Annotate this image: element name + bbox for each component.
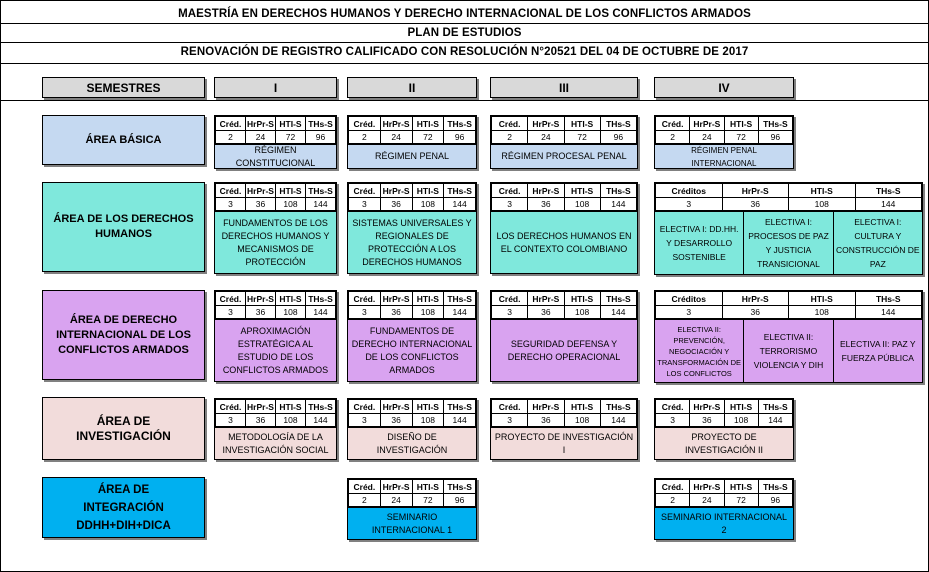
val-hti: 108 [412,414,444,427]
val-hti: 108 [564,306,600,319]
val-hti: 72 [564,131,600,144]
val-hrpr: 36 [528,414,564,427]
col-cred: Créd. [656,400,690,414]
val-cred: 3 [492,414,528,427]
val-ths: 96 [758,131,792,144]
course-regimen-procesal-penal [490,115,638,169]
area-integracion-label: ÁREA DE INTEGRACIÓN DDHH+DIH+DICA [42,477,205,538]
registration-renewal: RENOVACIÓN DE REGISTRO CALIFICADO CON RESOLUCIÓN N°20521 DEL 04 DE OCTUBRE DE 2017 [180,46,749,58]
val-hrpr: 36 [380,306,412,319]
course-hours-table [215,399,336,427]
col-hti: HTI-S [412,117,444,131]
course-name: FUNDAMENTOS DE LOS DERECHOS HUMANOS Y MECANISMOS DE PROTECCIÓN [215,211,336,273]
course-name: SEMINARIO INTERNACIONAL 2 [655,507,793,539]
col-hti: HTI-S [789,292,856,306]
course-sistemas-universales [347,182,477,274]
col-ths: THs-S [600,292,636,306]
area-ddhh-label: ÁREA DE LOS DERECHOS HUMANOS [42,182,205,272]
val-cred: 3 [349,306,381,319]
col-ths: THs-S [444,117,476,131]
col-cred: Créd. [349,400,381,414]
col-cred: Créd. [349,184,381,198]
val-hrpr: 36 [246,306,276,319]
course-seguridad-defensa [490,290,638,382]
val-cred: 2 [216,131,246,144]
col-ths: THs-S [758,480,792,494]
col-cred: Créd. [349,292,381,306]
col-ths: THs-S [444,184,476,198]
val-hti: 108 [724,414,758,427]
val-ths: 144 [306,198,336,211]
area-dih-label: ÁREA DE DERECHO INTERNACIONAL DE LOS CONFLICTOS ARMADOS [42,290,205,380]
val-cred: 2 [492,131,528,144]
col-cred: Créd. [216,400,246,414]
val-hti: 108 [789,198,856,211]
val-hti: 72 [412,494,444,507]
col-hrpr: HrPr-S [380,400,412,414]
col-hrpr: HrPr-S [690,480,724,494]
semester-2-header: II [347,77,477,98]
col-hti: HTI-S [412,400,444,414]
col-cred: Créd. [656,117,690,131]
val-cred: 3 [492,306,528,319]
col-ths: THs-S [855,184,922,198]
val-cred: 2 [349,494,381,507]
val-cred: 3 [349,198,381,211]
course-fundamentos-ddhh [214,182,337,274]
col-hrpr: HrPr-S [247,185,274,196]
val-hrpr: 36 [690,414,724,427]
course-hours-table [348,479,476,507]
semesters-header: SEMESTRES [42,77,205,98]
col-hrpr: HrPr-S [722,184,789,198]
col-hti: HTI-S [412,184,444,198]
semester-4-header: IV [654,77,794,98]
col-hti: HTI-S [276,292,306,306]
col-hti: HTI-S [724,117,758,131]
col-ths: THs-S [600,400,636,414]
electives-row [655,211,922,274]
val-ths: 144 [306,414,336,427]
col-hrpr: HrPr-S [380,292,412,306]
course-aproximacion-estrategica [214,290,337,382]
col-hti: HTI-S [564,117,600,131]
col-hrpr: HrPr-S [247,293,274,304]
course-name: SEMINARIO INTERNACIONAL 1 [348,507,476,539]
val-ths: 144 [306,306,336,319]
course-metodologia-investigacion [214,398,337,460]
val-hti: 108 [412,306,444,319]
course-diseno-investigacion [347,398,477,460]
header-divider [1,42,928,43]
col-ths: THs-S [758,117,792,131]
semester-1-header: I [214,77,337,98]
col-cred: Créd. [349,480,381,494]
course-regimen-penal-internacional [654,115,794,169]
elective-terrorismo-violencia: ELECTIVA II: TERRORISMO VIOLENCIA Y DIH [743,320,832,382]
course-name: METODOLOGÍA DE LA INVESTIGACIÓN SOCIAL [215,427,336,459]
program-title: MAESTRÍA EN DERECHOS HUMANOS Y DERECHO INTERNACIONAL DE LOS CONFLICTOS ARMADOS [178,8,751,20]
val-cred: 3 [216,198,246,211]
elective-paz-fuerza-publica: ELECTIVA II: PAZ Y FUERZA PÚBLICA [833,320,922,382]
col-hti: HTI-S [412,292,444,306]
course-name: PROYECTO DE INVESTIGACIÓN II [655,427,793,459]
course-seminario-internacional-1 [347,478,477,540]
val-cred: 3 [656,414,690,427]
col-cred: Créd. [492,117,528,131]
val-hrpr: 36 [246,414,276,427]
elective-procesos-de-paz: ELECTIVA I: PROCESOS DE PAZ Y JUSTICIA TRANSICIONAL [743,212,832,274]
val-ths: 96 [444,494,476,507]
val-ths: 144 [600,198,636,211]
course-hours-table [491,399,637,427]
val-ths: 144 [444,414,476,427]
col-hrpr: HrPr-S [528,117,564,131]
col-hti: HTI-S [276,400,306,414]
val-ths: 144 [444,198,476,211]
course-ddhh-contexto-colombiano [490,182,638,274]
course-name: APROXIMACIÓN ESTRATÉGICA AL ESTUDIO DE LOS CONFLICTOS ARMADOS [215,319,336,381]
col-hrpr: HrPr-S [247,118,274,129]
course-proyecto-investigacion-1 [490,398,638,460]
course-hours-table [215,291,336,319]
val-hrpr: 36 [380,414,412,427]
col-hti: HTI-S [412,480,444,494]
col-ths: THs-S [306,117,336,131]
course-hours-table [348,399,476,427]
course-hours-table [655,399,793,427]
val-hrpr: 24 [380,494,412,507]
col-ths: THs-S [444,480,476,494]
val-ths: 144 [855,306,922,319]
val-cred: 3 [216,306,246,319]
area-investigacion-label: ÁREA DE INVESTIGACIÓN [42,397,205,460]
col-hrpr: HrPr-S [528,184,564,198]
course-name: DISEÑO DE INVESTIGACIÓN [348,427,476,459]
val-hti: 108 [564,414,600,427]
val-hrpr: 24 [528,131,564,144]
col-ths: THs-S [444,400,476,414]
col-hti: HTI-S [724,480,758,494]
val-hti: 108 [276,414,306,427]
val-ths: 96 [306,131,336,144]
course-fundamentos-dica [347,290,477,382]
col-hrpr: HrPr-S [690,117,724,131]
val-hti: 108 [276,306,306,319]
course-name: RÉGIMEN PROCESAL PENAL [491,144,637,168]
val-ths: 144 [855,198,922,211]
course-hours-table [655,183,922,211]
semester-divider [1,100,928,101]
col-cred: Créd. [492,400,528,414]
val-cred: 3 [656,306,723,319]
val-ths: 96 [758,494,792,507]
col-hrpr: HrPr-S [380,184,412,198]
col-hrpr: HrPr-S [722,292,789,306]
val-ths: 144 [600,414,636,427]
col-hrpr: HrPr-S [690,400,724,414]
col-ths: THs-S [306,400,336,414]
val-hti: 72 [724,131,758,144]
col-cred: Créd. [216,184,246,198]
col-cred: Créditos [656,184,723,198]
course-name: SEGURIDAD DEFENSA Y DERECHO OPERACIONAL [491,319,637,381]
col-cred: Créd. [349,117,381,131]
header-divider [1,23,928,24]
val-hrpr: 24 [690,131,724,144]
col-hrpr: HrPr-S [528,292,564,306]
course-proyecto-investigacion-2 [654,398,794,460]
elective-prevencion-negociacion: ELECTIVA II: PREVENCIÓN, NEGOCIACIÓN Y TRANSFORMACIÓN DE LOS CONFLICTOS [657,324,742,378]
col-ths: THs-S [444,292,476,306]
val-cred: 2 [656,131,690,144]
col-cred: Créd. [492,184,528,198]
course-name: PROYECTO DE INVESTIGACIÓN I [491,427,637,459]
val-hrpr: 24 [380,131,412,144]
course-regimen-penal [347,115,477,169]
course-hours-table [348,291,476,319]
course-hours-table [655,291,922,319]
course-hours-table [348,116,476,144]
course-hours-table [655,479,793,507]
val-hrpr: 36 [528,198,564,211]
val-hrpr: 36 [722,198,789,211]
val-hrpr: 24 [690,494,724,507]
col-hti: HTI-S [564,292,600,306]
val-hti: 72 [276,131,306,144]
col-hti: HTI-S [789,184,856,198]
course-electiva-ii-group [654,290,923,383]
electives-row [655,319,922,382]
course-name: FUNDAMENTOS DE DERECHO INTERNACIONAL DE LOS CONFLICTOS ARMADOS [348,319,476,381]
course-electiva-i-group [654,182,923,275]
col-ths: THs-S [758,400,792,414]
col-hrpr: HrPr-S [380,480,412,494]
course-seminario-internacional-2 [654,478,794,540]
col-hti: HTI-S [564,400,600,414]
val-cred: 2 [349,131,381,144]
course-hours-table [215,116,336,144]
val-hrpr: 24 [246,131,276,144]
semester-3-header: III [490,77,638,98]
val-hti: 72 [412,131,444,144]
val-hti: 108 [789,306,856,319]
val-hrpr: 36 [380,198,412,211]
col-cred: Créditos [656,292,723,306]
col-ths: THs-S [600,117,636,131]
col-hrpr: HrPr-S [380,117,412,131]
course-name: SISTEMAS UNIVERSALES Y REGIONALES DE PROTECCIÓN A LOS DERECHOS HUMANOS [348,211,476,273]
col-hrpr: HrPr-S [247,401,274,412]
col-cred: Créd. [216,117,246,131]
elective-cultura-construccion-paz: ELECTIVA I: CULTURA Y CONSTRUCCIÓN DE PAZ [833,212,922,274]
val-cred: 3 [492,198,528,211]
course-name: RÉGIMEN CONSTITUCIONAL [215,144,336,168]
col-hti: HTI-S [276,117,306,131]
val-ths: 144 [600,306,636,319]
course-hours-table [215,183,336,211]
col-cred: Créd. [492,292,528,306]
course-name: RÉGIMEN PENAL [348,144,476,168]
course-hours-table [491,116,637,144]
val-hrpr: 36 [246,198,276,211]
val-hti: 108 [412,198,444,211]
header-divider [1,63,928,64]
col-ths: THs-S [306,292,336,306]
course-name: LOS DERECHOS HUMANOS EN EL CONTEXTO COLOMBIANO [491,211,637,273]
val-hti: 72 [724,494,758,507]
val-cred: 2 [656,494,690,507]
val-ths: 96 [600,131,636,144]
col-cred: Créd. [216,292,246,306]
val-ths: 96 [444,131,476,144]
val-hti: 108 [276,198,306,211]
col-hti: HTI-S [724,400,758,414]
course-name: RÉGIMEN PENAL INTERNACIONAL [655,144,793,168]
course-hours-table [491,291,637,319]
col-ths: THs-S [306,184,336,198]
elective-ddhh-desarrollo-sostenible: ELECTIVA I: DD.HH. Y DESARROLLO SOSTENIBLE [659,224,739,262]
col-ths: THs-S [855,292,922,306]
plan-subtitle: PLAN DE ESTUDIOS [407,27,522,39]
val-cred: 3 [216,414,246,427]
val-cred: 3 [656,198,723,211]
val-hrpr: 36 [528,306,564,319]
val-ths: 144 [444,306,476,319]
col-hti: HTI-S [276,184,306,198]
col-hti: HTI-S [564,184,600,198]
course-hours-table [655,116,793,144]
area-basica-label: ÁREA BÁSICA [42,115,205,165]
course-regimen-constitucional [214,115,337,169]
val-hrpr: 36 [722,306,789,319]
course-hours-table [348,183,476,211]
val-hti: 108 [564,198,600,211]
col-ths: THs-S [600,184,636,198]
col-cred: Créd. [656,480,690,494]
val-cred: 3 [349,414,381,427]
val-ths: 144 [758,414,792,427]
course-hours-table [491,183,637,211]
col-hrpr: HrPr-S [528,400,564,414]
